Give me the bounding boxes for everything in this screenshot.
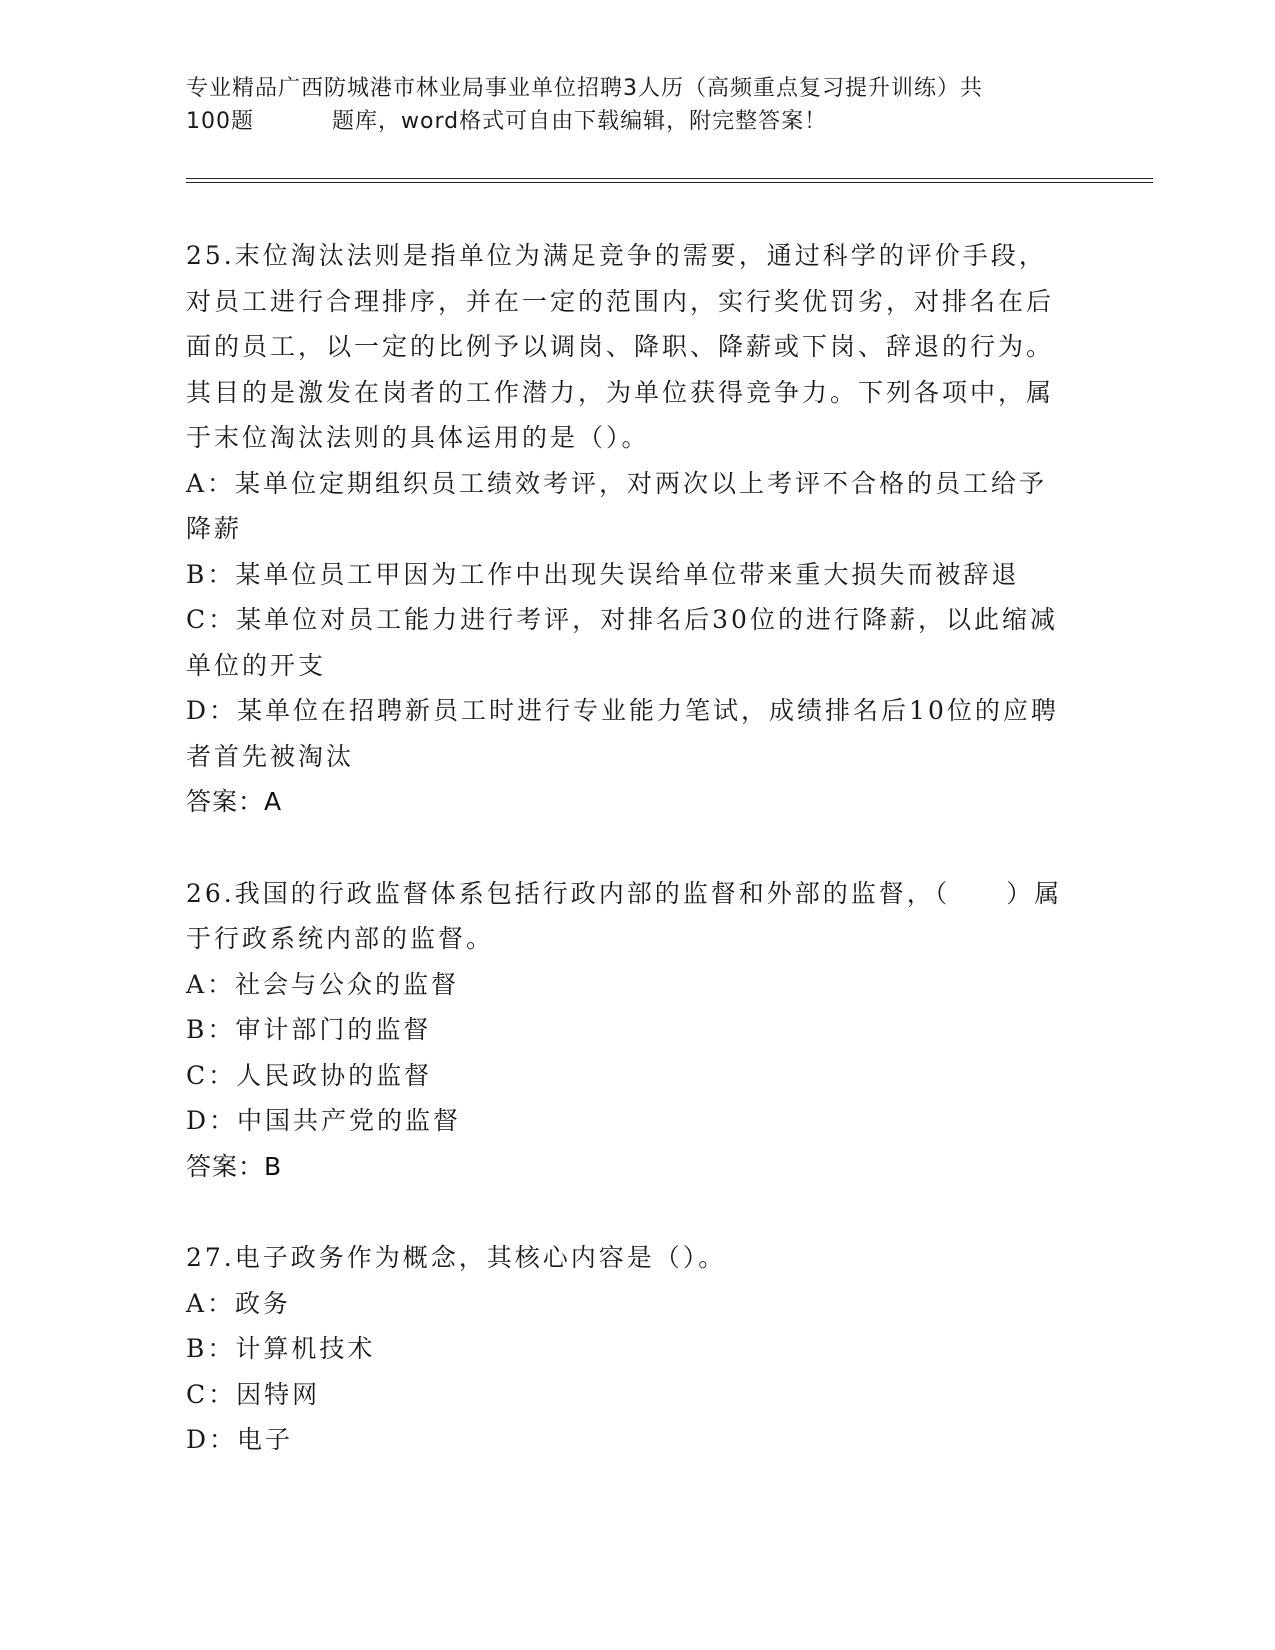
question-27: [186, 1235, 1066, 1463]
question-spacer: [186, 825, 1066, 871]
option-a: A：社会与公众的监督: [186, 969, 460, 999]
header-subtitle: 题库，word格式可自由下载编辑，附完整答案！: [332, 109, 828, 134]
option-b: B：某单位员工甲因为工作中出现失误给单位带来重大损失而被辞退: [186, 559, 1020, 589]
option-c: C：因特网: [186, 1379, 321, 1409]
option-a: A：政务: [186, 1288, 292, 1318]
option-d: D：某单位在招聘新员工时进行专业能力笔试，成绩排名后10位的应聘者首先被淘汰: [186, 696, 1059, 771]
question-26: [186, 871, 1066, 1190]
answer-label: 答案：B: [186, 1151, 283, 1181]
question-25: [186, 233, 1066, 825]
header-title-line-2: [186, 105, 1066, 138]
question-stem: 26.我国的行政监督体系包括行政内部的监督和外部的监督，（ ）属于行政系统内部的监督。: [186, 878, 1063, 953]
header-question-count: 100题: [186, 109, 254, 134]
header-divider: [186, 178, 1153, 183]
header-gap: [254, 105, 332, 138]
answer-label: 答案：A: [186, 787, 283, 816]
question-list: [186, 233, 1066, 1463]
header-title-line-1: 专业精品广西防城港市林业局事业单位招聘3人历（高频重点复习提升训练）共: [186, 76, 983, 101]
question-stem: 25.末位淘汰法则是指单位为满足竞争的需要，通过科学的评价手段，对员工进行合理排序，并在一定的范围内，实行奖优罚劣，对排名在后面的员工，以一定的比例予以调岗、降职、降薪或下岗、辞退的行为。其目的是激发在岗者的工作潜力，为单位获得竞争力。下列各项中，属于末位淘汰法则的具体运用的是（）。: [186, 241, 1055, 452]
option-c: C：人民政协的监督: [186, 1060, 433, 1090]
option-b: B：审计部门的监督: [186, 1015, 432, 1044]
question-stem: 27.电子政务作为概念，其核心内容是（）。: [186, 1243, 727, 1272]
option-d: D：电子: [186, 1425, 294, 1454]
question-spacer: [186, 1189, 1066, 1235]
option-a: A：某单位定期组织员工绩效考评，对两次以上考评不合格的员工给予降薪: [186, 468, 1048, 543]
option-b: B：计算机技术: [186, 1334, 376, 1363]
option-d: D：中国共产党的监督: [186, 1106, 462, 1135]
option-c: C：某单位对员工能力进行考评，对排名后30位的进行降薪，以此缩减单位的开支: [186, 605, 1058, 680]
document-header: [186, 72, 1066, 138]
